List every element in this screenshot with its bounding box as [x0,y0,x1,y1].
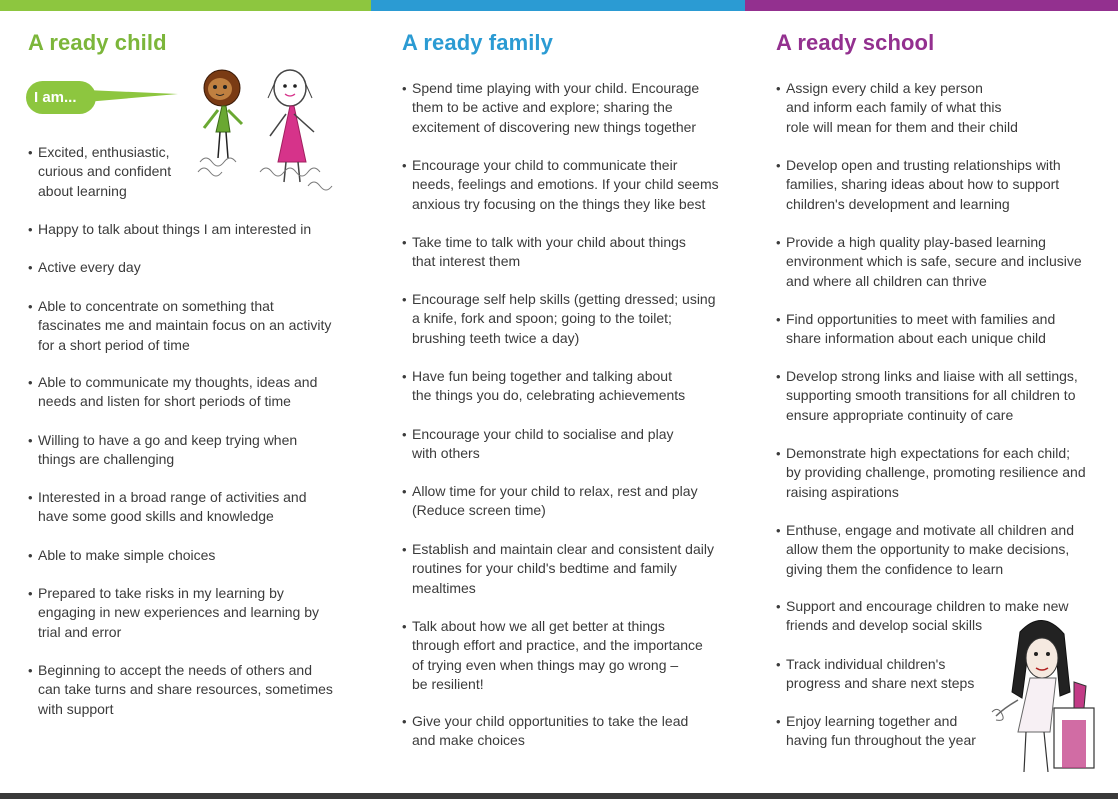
list-item: • Active every day [28,258,363,277]
speech-bubble-tail [86,90,178,104]
list-item: • Encourage your child to socialise and play with others [402,425,737,464]
list-item: • Assign every child a key person and inform each family of what this role will mean for them and their child [776,79,1111,137]
list-item: • Talk about how we all get better at things through effort and practice, and the importance of trying even when things may go wrong – be resilient! [402,617,737,695]
list-item: • Demonstrate high expectations for each child; by providing challenge, promoting resilience and raising aspirations [776,444,1111,502]
blue-header-stripe [371,0,745,11]
ready-family-title: A ready family [402,30,553,55]
ready-family-column [402,30,732,56]
teacher-drawing-illustration [990,612,1112,782]
list-item: • Develop open and trusting relationships with families, sharing ideas about how to support children's development and learning [776,156,1111,214]
list-item: • Develop strong links and liaise with all settings, supporting smooth transitions for all children to ensure appropriate continuity of care [776,367,1111,425]
list-item: • Take time to talk with your child about things that interest them [402,233,737,272]
ready-child-title: A ready child [28,30,167,55]
list-item: • Happy to talk about things I am interested in [28,220,363,239]
list-item: • Prepared to take risks in my learning by engaging in new experiences and learning by trial and error [28,584,363,642]
list-item: • Have fun being together and talking about the things you do, celebrating achievements [402,367,737,406]
i-am-speech-bubble: I am... [26,81,96,114]
list-item: • Provide a high quality play-based learning environment which is safe, secure and inclusive and where all children can thrive [776,233,1111,291]
list-item: • Encourage your child to communicate their needs, feelings and emotions. If your child seems anxious try focusing on the things they like best [402,156,737,214]
list-item: • Excited, enthusiastic, curious and confident about learning [28,143,363,201]
list-item: • Beginning to accept the needs of others and can take turns and share resources, sometimes with support [28,661,363,719]
list-item: • Able to make simple choices [28,546,363,565]
green-header-stripe [0,0,371,11]
list-item: • Interested in a broad range of activities and have some good skills and knowledge [28,488,363,527]
list-item: • Find opportunities to meet with families and share information about each unique child [776,310,1111,349]
ready-child-column [28,30,358,56]
list-item: • Track individual children's progress and share next steps [776,655,1111,694]
list-item: • Support and encourage children to make new friends and develop social skills [776,597,1111,636]
list-item: • Enjoy learning together and having fun throughout the year [776,712,1111,751]
list-item: • Give your child opportunities to take the lead and make choices [402,712,737,751]
list-item: • Enthuse, engage and motivate all children and allow them the opportunity to make decisions, giving them the confidence to learn [776,521,1111,579]
ready-school-column [776,30,1106,56]
list-item: • Allow time for your child to relax, rest and play (Reduce screen time) [402,482,737,521]
purple-header-stripe [745,0,1118,11]
list-item: • Establish and maintain clear and consistent daily routines for your child's bedtime and family mealtimes [402,540,737,598]
list-item: • Spend time playing with your child. Encourage them to be active and explore; sharing the excitement of discovering new things together [402,79,737,137]
ready-school-title: A ready school [776,30,935,55]
list-item: • Able to concentrate on something that fascinates me and maintain focus on an activity for a short period of time [28,297,363,355]
list-item: • Able to communicate my thoughts, ideas and needs and listen for short periods of time [28,373,363,412]
footer-stripe [0,793,1118,799]
list-item: • Willing to have a go and keep trying when things are challenging [28,431,363,470]
list-item: • Encourage self help skills (getting dressed; using a knife, fork and spoon; going to the toilet; brushing teeth twice a day) [402,290,737,348]
